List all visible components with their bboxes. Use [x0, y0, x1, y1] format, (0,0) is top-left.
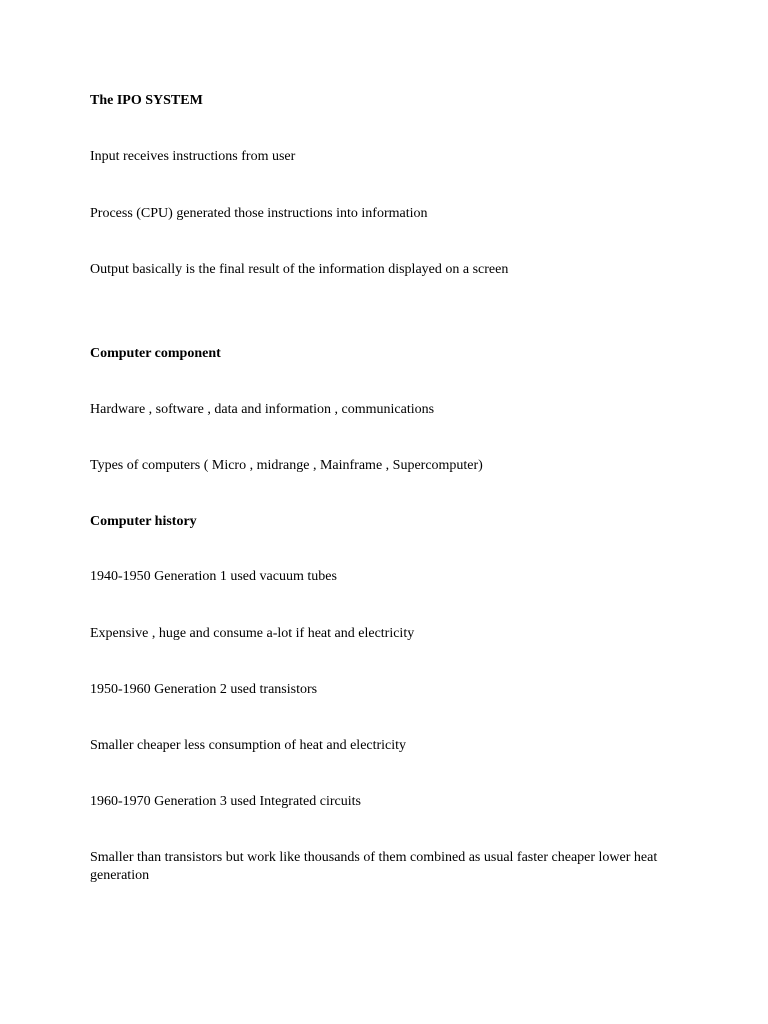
- paragraph-output: Output basically is the final result of the information displayed on a screen: [90, 262, 509, 277]
- paragraph-generation-1: 1940-1950 Generation 1 used vacuum tubes: [90, 569, 337, 584]
- section-heading-computer-history: Computer history: [90, 514, 197, 529]
- paragraph-process: Process (CPU) generated those instructions into information: [90, 206, 428, 221]
- paragraph-generation-2: 1950-1960 Generation 2 used transistors: [90, 682, 318, 697]
- paragraph-components-list: Hardware , software , data and information , communications: [90, 402, 435, 417]
- section-heading-ipo-system: The IPO SYSTEM: [90, 93, 203, 108]
- paragraph-generation-3: 1960-1970 Generation 3 used Integrated circuits: [90, 794, 361, 809]
- paragraph-generation-2-traits: Smaller cheaper less consumption of heat and electricity: [90, 738, 407, 753]
- paragraph-input: Input receives instructions from user: [90, 149, 296, 164]
- paragraph-computer-types: Types of computers ( Micro , midrange , Mainframe , Supercomputer): [90, 458, 483, 473]
- paragraph-generation-3-traits: Smaller than transistors but work like thousands of them combined as usual faster cheaper lower heat generation: [90, 850, 658, 883]
- paragraph-generation-1-traits: Expensive , huge and consume a-lot if heat and electricity: [90, 626, 415, 641]
- section-heading-computer-component: Computer component: [90, 346, 221, 361]
